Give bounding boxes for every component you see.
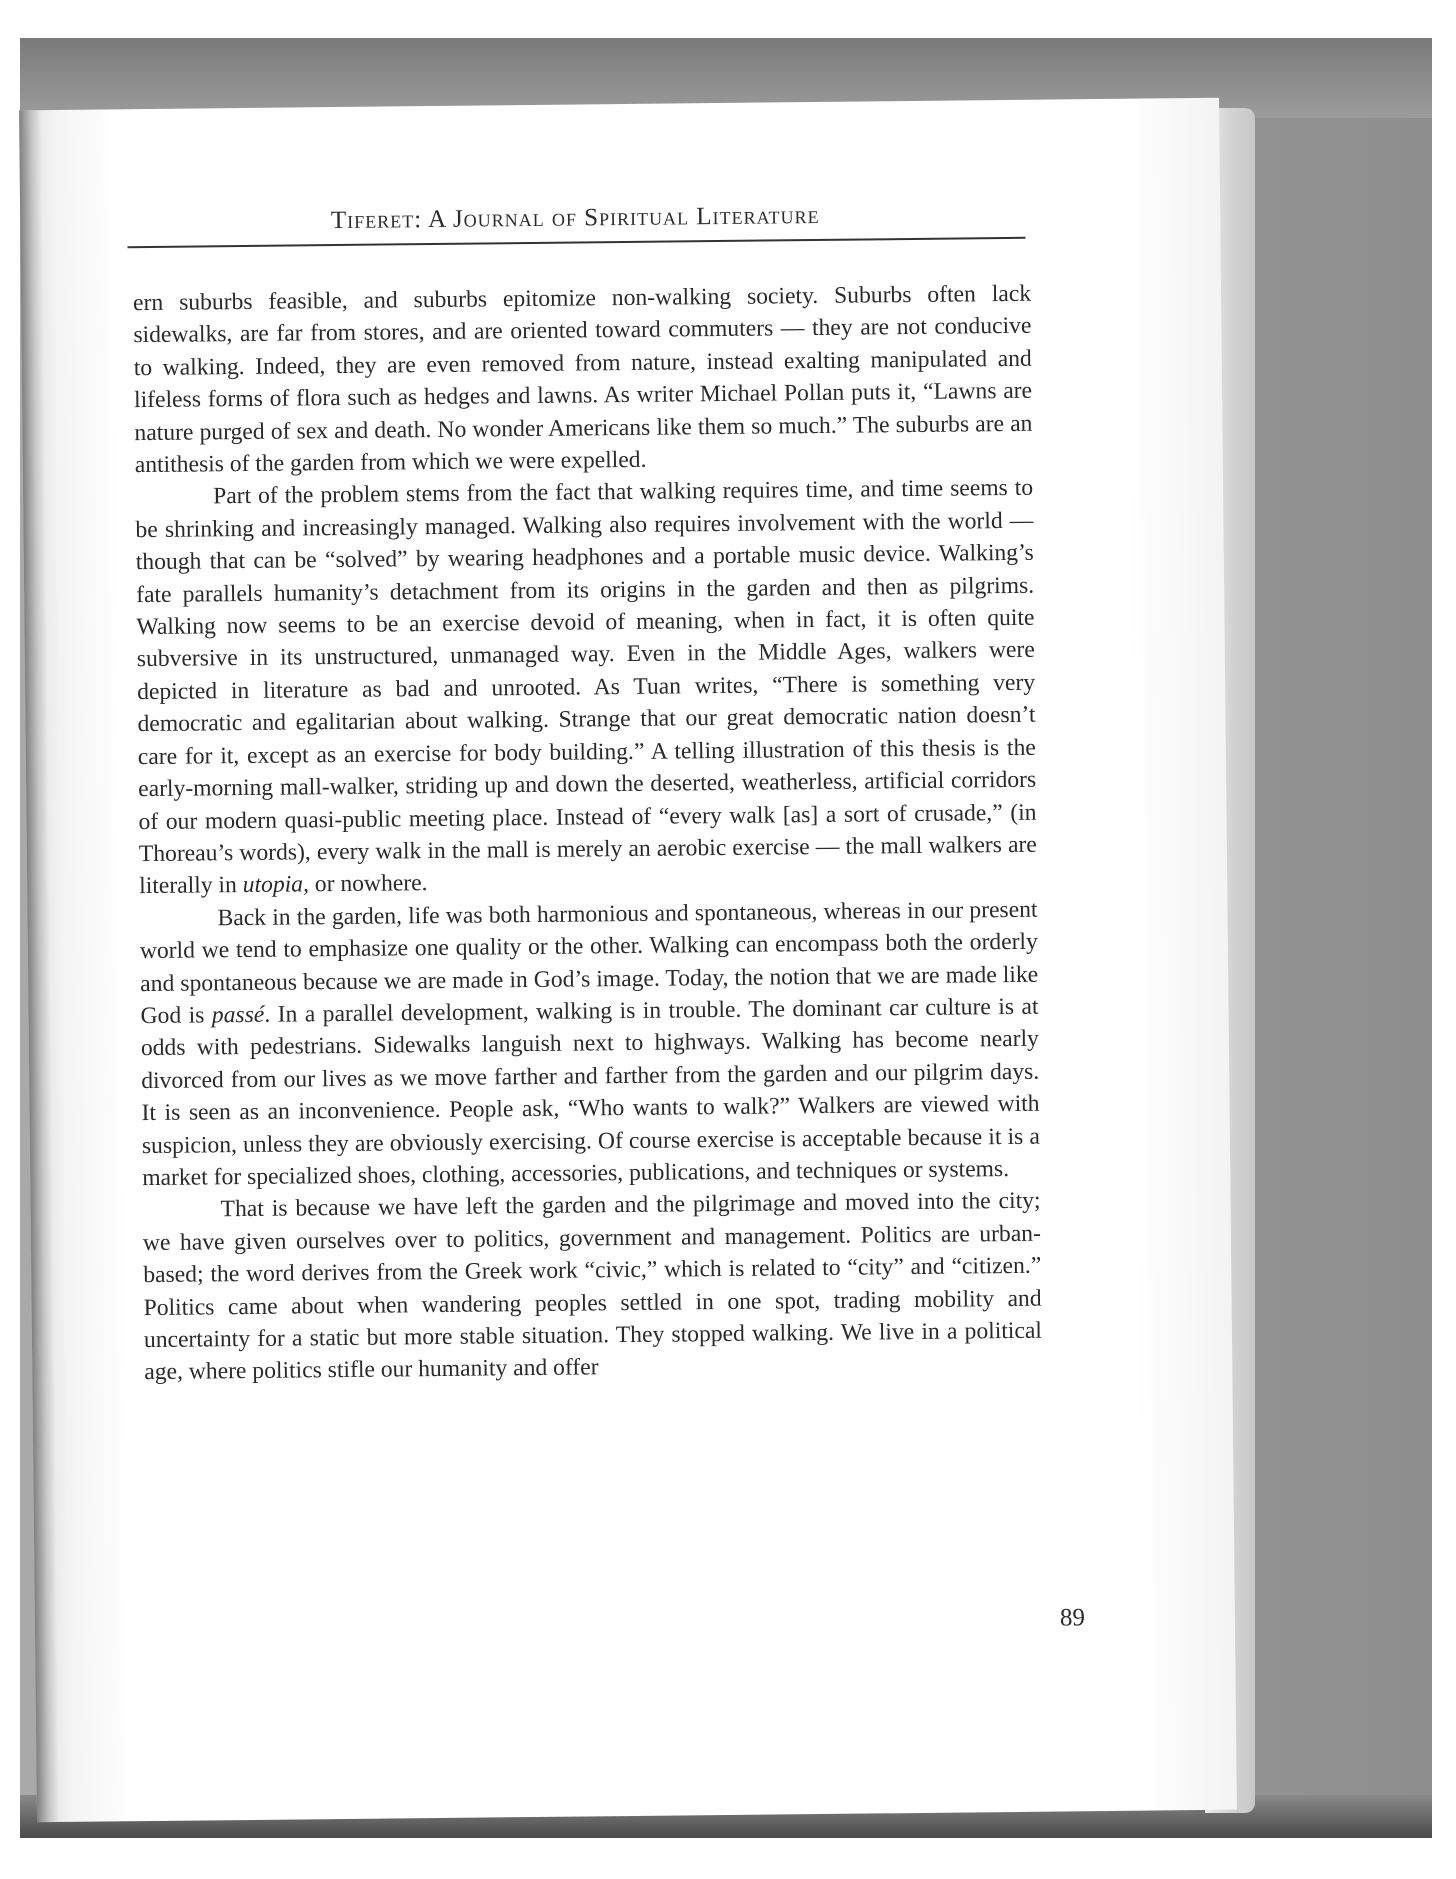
page-number: 89 [1059, 1604, 1086, 1632]
paragraph-4-text: That is because we have left the garden and the pilgrimage and moved into the city; we have given ourselves over to politics, government and management. Politics are urban-based; the word derives from the Greek work “civic,” which is related to “city” and “citizen.” Politics came about when wandering peoples settled in one spot, trading mobility and uncertainty for a static but more stable situation. They stopped walking. We live in a political age, where politics stifle our humanity and offer [142, 1188, 1043, 1386]
paragraph-4 [142, 1185, 1042, 1389]
paragraph-2 [135, 472, 1037, 903]
paragraph-1-text: ern suburbs feasible, and suburbs epitomize non-walking society. Suburbs often lack sidewalks, are far from stores, and are oriented toward commuters — they are not conducive to walking. Indeed, they are even removed from nature, instead exalting manipulated and lifeless forms of flora such as hedges and lawns. As writer Michael Pollan puts it, “Lawns are nature purged of sex and death. No wonder Americans like them so much.” The suburbs are an antithesis of the garden from which we were expelled. [132, 280, 1033, 479]
paragraph-2-text: Part of the problem stems from the fact that walking requires time, and time seems to be shrinking and increasingly managed. Walking also requires involvement with the world — though that can be “solved” by wearing headphones and a portable music device. Walking’s fate parallels humanity’s detachment from its origins in the garden and then as pilgrims. Walking now seems to be an exercise devoid of meaning, when in fact, it is often quite subversive in its unstructured, unmanaged way. Even in the Middle Ages, walkers were depicted in literature as bad and unrooted. As Tuan writes, “There is something very democratic and egalitarian about walking. Strange that our great democratic nation doesn’t care for it, except as an exercise for body building.” A telling illustration of this thesis is the early-morning mall-walker, striding up and down the deserted, weatherless, artificial corridors of our modern quasi-public meeting place. Instead of “every walk [as] a sort of crusade,” (in Thoreau’s words), every walk in the mall is merely an aerobic exercise — the mall walkers are literally in [135, 475, 1037, 900]
book-page [19, 98, 1237, 1822]
paragraph-3-text-end: . In a parallel development, walking is in trouble. The dominant car culture is at odds with pedestrians. Sidewalks languish next to highways. Walking has become nearly divorced from our lives as we move farther and farther from the garden and our pilgrim days. It is seen as an inconvenience. People ask, “Who wants to walk?” Walkers are viewed with suspicion, unless they are obviously exercising. Of course exercise is acceptable because it is a market for specialized shoes, clothing, accessories, publications, and techniques or systems. [140, 993, 1041, 1192]
header-rule [127, 237, 1025, 248]
paragraph-2-text-end: or nowhere. [308, 870, 428, 898]
paragraph-3-italic-passe: passé [211, 1001, 265, 1029]
body-text [133, 278, 1042, 1389]
paragraph-3 [139, 893, 1040, 1194]
paragraph-1 [133, 278, 1033, 482]
running-head: Tiferet: A Journal of Spiritual Literature [330, 201, 820, 235]
paragraph-2-italic-utopia: utopia, [242, 871, 310, 899]
paragraph-3-text: Back in the garden, life was both harmonious and spontaneous, whereas in our present world we tend to emphasize one quality or the other. Walking can encompass both the orderly and spontaneous because we are made in God’s image. Today, the notion that we are made like God is [139, 896, 1039, 1030]
